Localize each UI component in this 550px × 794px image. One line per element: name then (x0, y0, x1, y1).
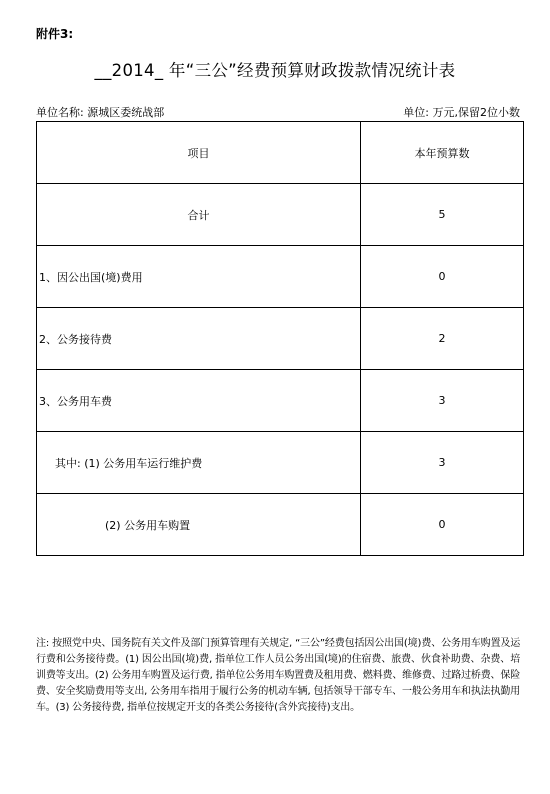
row-value: 0 (361, 246, 524, 308)
row-item: 3、公务用车费 (37, 370, 361, 432)
attachment-label: 附件3: (36, 27, 74, 41)
row-item: 1、因公出国(境)费用 (37, 246, 361, 308)
table-row (37, 432, 524, 494)
row-item: (2) 公务用车购置 (37, 494, 361, 556)
row-value: 0 (361, 494, 524, 556)
header-value: 本年预算数 (361, 122, 524, 184)
table-header-row (37, 122, 524, 184)
row-item: 其中: (1) 公务用车运行维护费 (37, 432, 361, 494)
table-row (37, 308, 524, 370)
row-item: 2、公务接待费 (37, 308, 361, 370)
row-value: 2 (361, 308, 524, 370)
budget-table (36, 122, 524, 556)
unit-note: 单位: 万元,保留2位小数 (403, 106, 520, 119)
page-title: __2014_ 年“三公”经费预算财政拨款情况统计表 (94, 61, 456, 80)
header-item: 项目 (37, 122, 361, 184)
unit-name: 单位名称: 源城区委统战部 (36, 106, 165, 119)
row-value: 3 (361, 370, 524, 432)
table-row (37, 184, 524, 246)
table-row (37, 246, 524, 308)
table-row (37, 370, 524, 432)
footnote: 注: 按照党中央、国务院有关文件及部门预算管理有关规定, “三公”经费包括因公出国(境)费、公务用车购置及运行费和公务接待费。(1) 因公出国(境)费, 指单位工作人员公务出国(境)的住宿费、旅费、伙食补助费、杂费、培训费等支出。(2) 公务用车购置及运行费, 指单位公务用车购置费及租用费、燃料费、维修费、过路过桥费、保险费、安全奖励费用等支出, 公务用车指用于履行公务的机动车辆, 包括领导干部专车、一般公务用车和执法执勤用车。(3) 公务接待费, 指单位按规定开支的各类公务接待(含外宾接待)支出。 (36, 638, 520, 713)
row-value: 3 (361, 432, 524, 494)
table-row (37, 494, 524, 556)
row-value: 5 (361, 184, 524, 246)
row-item: 合计 (37, 184, 361, 246)
